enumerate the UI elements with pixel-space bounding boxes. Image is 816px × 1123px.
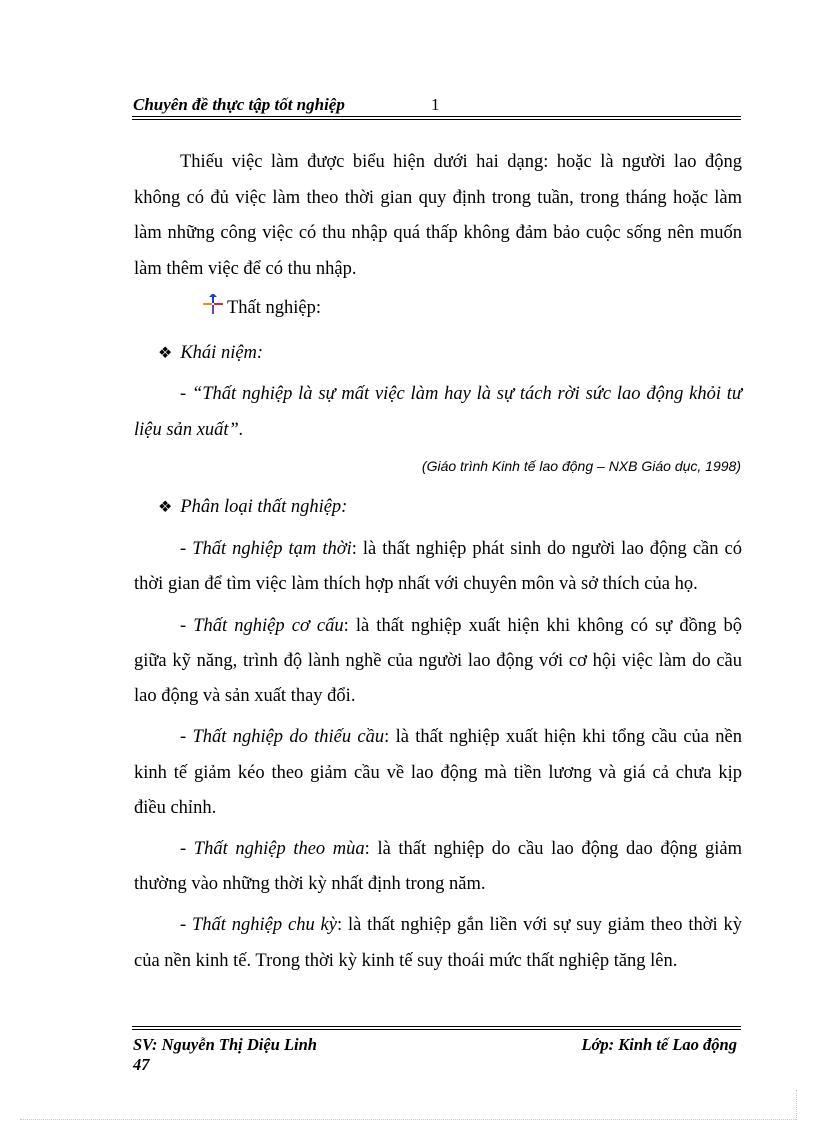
term: Thất nghiệp theo mùa bbox=[193, 839, 365, 859]
classification-item-line: của nền kinh tế. Trong thời kỳ kinh tế suy thoái mức thất nghiệp tăng lên. bbox=[134, 951, 678, 971]
intro-line: làm những công việc có thu nhập quá thấp không đảm bảo cuộc sống nên muốn bbox=[134, 223, 742, 243]
diamond-bullet-icon: ❖ bbox=[158, 345, 173, 362]
intro-line: Thiếu việc làm được biểu hiện dưới hai dạng: hoặc là người lao động bbox=[180, 152, 742, 172]
concept-heading: ❖ Khái niệm: bbox=[158, 341, 458, 366]
classification-item-line: kinh tế giảm kéo theo giảm cầu về lao động mà tiền lương và giá cả chưa kịp bbox=[134, 763, 742, 783]
diamond-bullet-icon: ❖ bbox=[158, 499, 173, 516]
term: Thất nghiệp tạm thời bbox=[192, 539, 352, 559]
footer-rule bbox=[132, 1026, 741, 1027]
classification-item-line: giữa kỹ năng, trình độ lành nghề của người lao động với cơ hội việc làm do cầu bbox=[134, 651, 742, 671]
classification-heading: ❖ Phân loại thất nghiệp: bbox=[158, 495, 558, 520]
header-page-number: 1 bbox=[431, 95, 440, 114]
classification-item-line: thường vào những thời kỳ nhất định trong năm. bbox=[134, 874, 486, 894]
concept-quote-line: - “Thất nghiệp là sự mất việc làm hay là sự tách rời sức lao động khỏi tư bbox=[180, 384, 742, 404]
header-title: Chuyên đề thực tập tốt nghiệp bbox=[133, 95, 345, 114]
footer-student-name: SV: Nguyễn Thị Diệu Linh bbox=[133, 1035, 317, 1054]
classification-item-first-line: - Thất nghiệp tạm thời: là thất nghiệp phát sinh do người lao động cần có bbox=[180, 539, 743, 559]
term: Thất nghiệp do thiếu cầu bbox=[192, 727, 385, 747]
footer-page-number: 47 bbox=[133, 1055, 150, 1074]
classification-item-first-line: - Thất nghiệp theo mùa: là thất nghiệp do cầu lao động dao động giảm bbox=[180, 839, 742, 859]
page-edge-line bbox=[796, 1090, 797, 1120]
intro-line: làm thêm việc để có thu nhập. bbox=[134, 259, 357, 279]
footer-class-label: Lớp: Kinh tế Lao động bbox=[581, 1035, 737, 1054]
page-edge-line bbox=[20, 1119, 796, 1120]
term: Thất nghiệp cơ cấu bbox=[193, 616, 344, 636]
citation: (Giáo trình Kinh tế lao động – NXB Giáo dục, 1998) bbox=[421, 458, 741, 474]
four-way-arrow-icon bbox=[203, 294, 223, 314]
classification-item-first-line: - Thất nghiệp cơ cấu: là thất nghiệp xuất hiện khi không có sự đồng bộ bbox=[180, 616, 742, 636]
section-heading-label: Thất nghiệp: bbox=[227, 298, 322, 318]
concept-quote-line: liệu sản xuất”. bbox=[134, 420, 244, 440]
footer-rule bbox=[132, 1029, 741, 1030]
classification-item-first-line: - Thất nghiệp chu kỳ: là thất nghiệp gắn liền với sự suy giảm theo thời kỳ bbox=[180, 915, 742, 935]
classification-item-line: thời gian để tìm việc làm thích hợp nhất với chuyên môn và sở thích của họ. bbox=[134, 574, 698, 594]
classification-item-line: điều chỉnh. bbox=[134, 798, 217, 818]
classification-item-line: lao động và sản xuất thay đổi. bbox=[134, 686, 356, 706]
term: Thất nghiệp chu kỳ bbox=[192, 915, 337, 935]
header-rule bbox=[132, 119, 741, 120]
intro-line: không có đủ việc làm theo thời gian quy định trong tuần, trong tháng hoặc làm bbox=[134, 188, 742, 208]
classification-item-first-line: - Thất nghiệp do thiếu cầu: là thất nghiệp xuất hiện khi tổng cầu của nền bbox=[180, 727, 743, 747]
header-rule bbox=[132, 116, 741, 117]
